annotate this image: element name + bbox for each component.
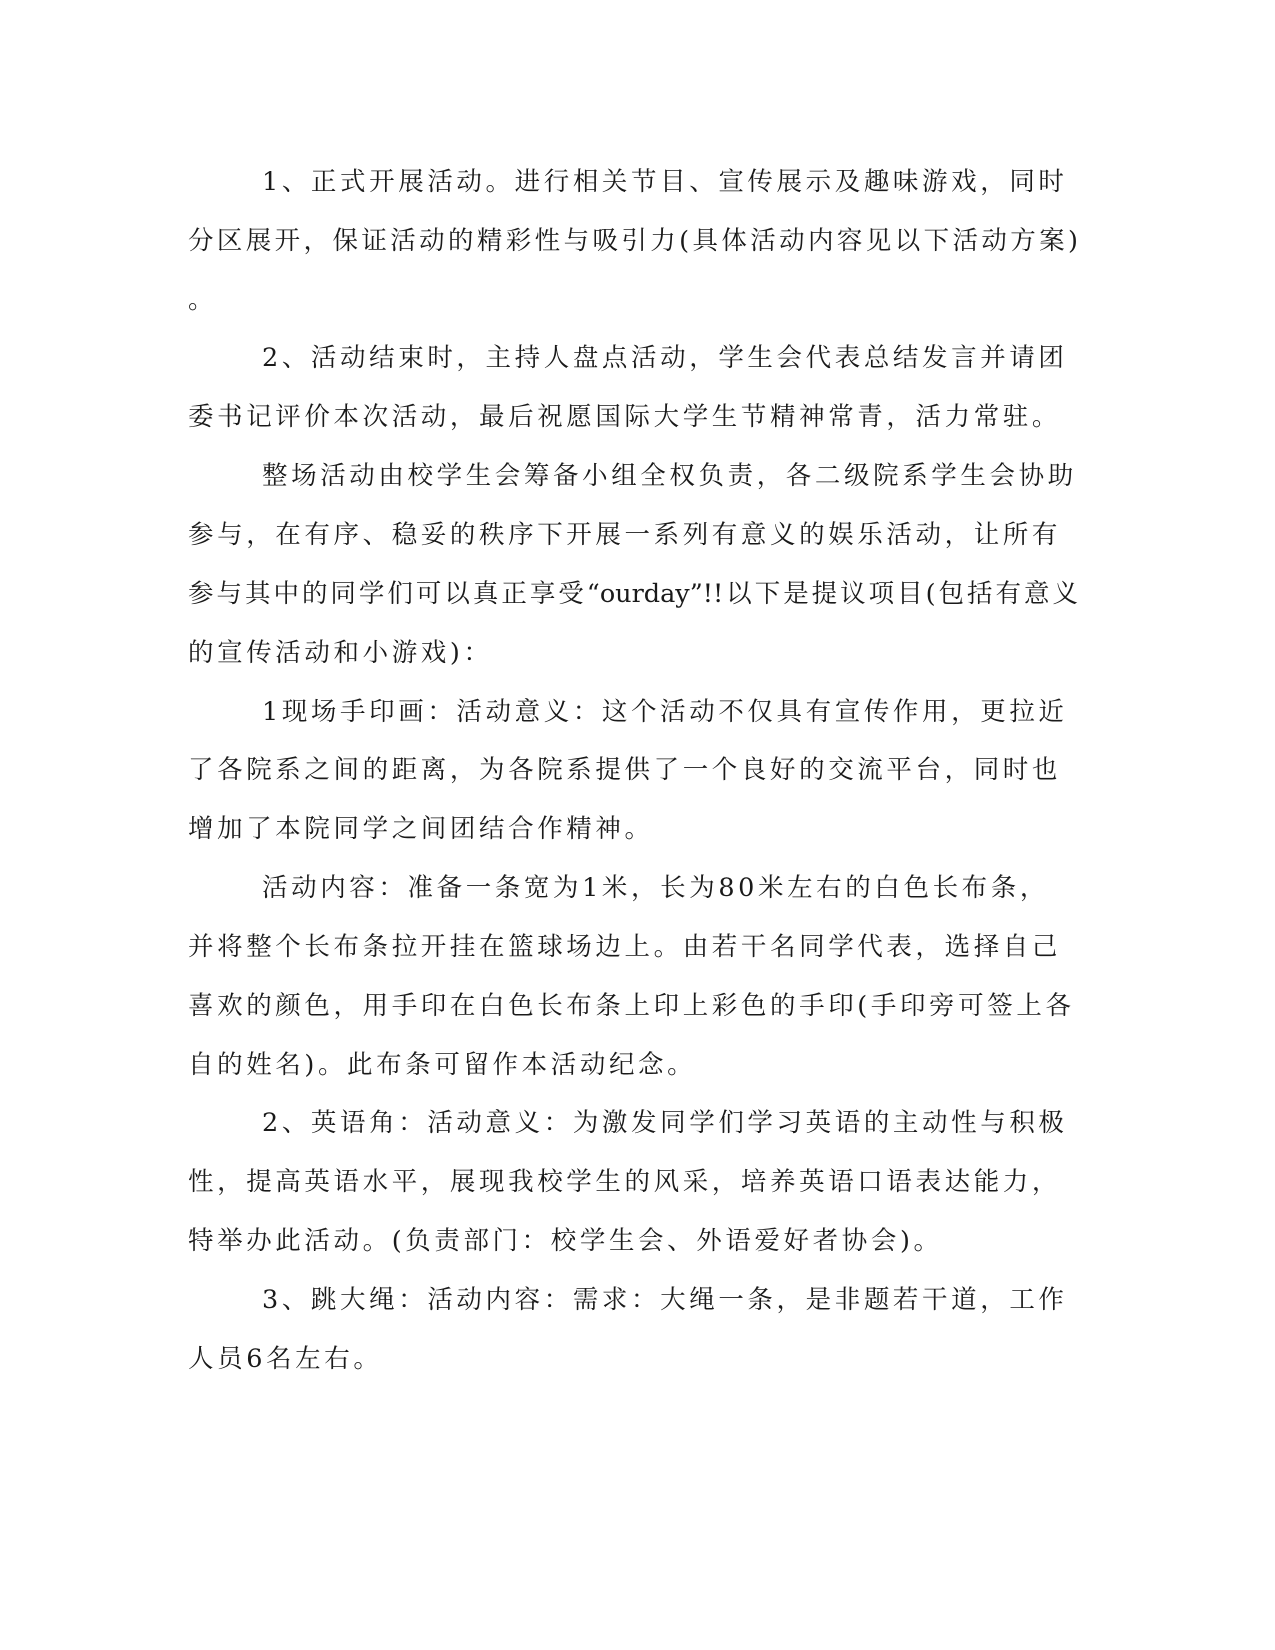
text-line: 增加了本院同学之间团结合作精神。 [188,814,654,844]
text-line: 特举办此活动。(负责部门：校学生会、外语爱好者协会)。 [188,1226,943,1256]
text-line: 2、活动结束时，主持人盘点活动，学生会代表总结发言并请团 [262,343,1068,373]
text-line: 自的姓名)。此布条可留作本活动纪念。 [188,1050,697,1080]
text-line: 1、正式开展活动。进行相关节目、宣传展示及趣味游戏，同时 [262,167,1068,197]
text-line: 分区展开，保证活动的精彩性与吸引力(具体活动内容见以下活动方案) [188,226,1078,256]
text-line: 了各院系之间的距离，为各院系提供了一个良好的交流平台，同时也 [188,755,1062,785]
text-line: 人员6名左右。 [188,1344,383,1374]
text-line: 参与，在有序、稳妥的秩序下开展一系列有意义的娱乐活动，让所有 [188,520,1062,550]
text-line: 参与其中的同学们可以真正享受“ourday”!!以下是提议项目(包括有意义 [188,579,1078,609]
text-line: 2、英语角：活动意义：为激发同学们学习英语的主动性与积极 [262,1108,1068,1138]
text-line: 并将整个长布条拉开挂在篮球场边上。由若干名同学代表，选择自己 [188,932,1062,962]
text-line: 性，提高英语水平，展现我校学生的风采，培养英语口语表达能力， [188,1167,1062,1197]
text-line: 活动内容：准备一条宽为1米，长为80米左右的白色长布条， [262,873,1049,903]
text-line: 的宣传活动和小游戏)： [188,638,493,668]
text-line: 委书记评价本次活动，最后祝愿国际大学生节精神常青，活力常驻。 [188,402,1062,432]
text-line: 1现场手印画：活动意义：这个活动不仅具有宣传作用，更拉近 [262,697,1068,727]
text-line: 3、跳大绳：活动内容：需求：大绳一条，是非题若干道，工作 [262,1285,1068,1315]
text-line: 整场活动由校学生会筹备小组全权负责，各二级院系学生会协助 [262,461,1077,491]
text-line: 。 [188,285,218,315]
text-line: 喜欢的颜色，用手印在白色长布条上印上彩色的手印(手印旁可签上各 [188,991,1075,1021]
